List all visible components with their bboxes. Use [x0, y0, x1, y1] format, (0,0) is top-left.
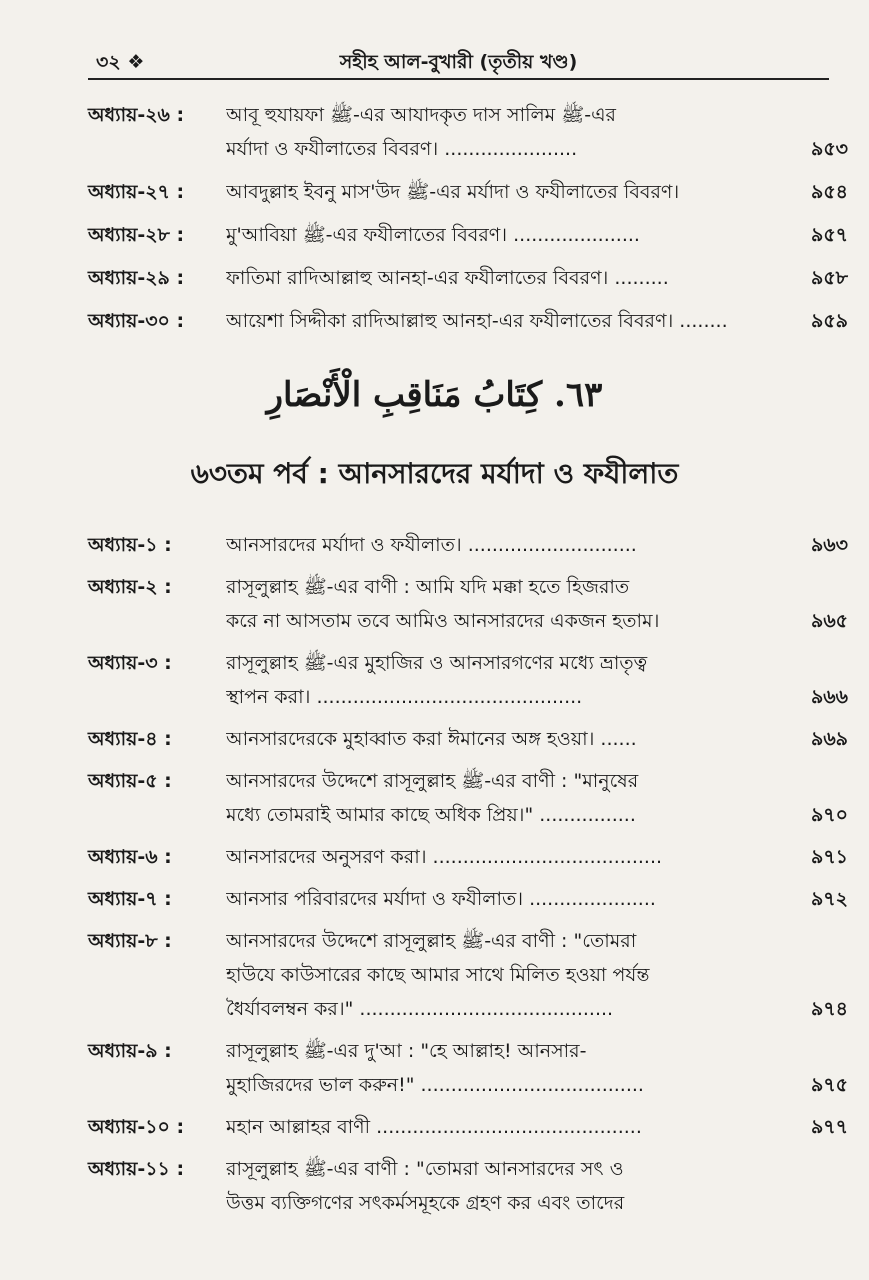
chapter-title [226, 722, 760, 756]
toc-entry [88, 528, 848, 562]
chapter-title [226, 570, 760, 638]
toc-entry [88, 1034, 848, 1102]
chapter-label: অধ্যায়-৮ : [88, 930, 172, 952]
chapter-title-line: করে না আসতাম তবে আমিও আনসারদের একজন হতাম। [226, 610, 660, 632]
toc-entry [88, 218, 848, 252]
chapter-title-line: রাসূলুল্লাহ ﷺ-এর বাণী : আমি যদি মক্কা হতে হিজরাত [226, 576, 630, 598]
page-ref: ৯৬৯ [810, 728, 848, 750]
chapter-label: অধ্যায়-৪ : [88, 728, 172, 750]
chapter-label: অধ্যায়-৬ : [88, 846, 172, 868]
chapter-label: অধ্যায়-৩০ : [88, 310, 185, 332]
page-ref: ৯৭২ [810, 888, 848, 910]
page-ref: ৯৫৩ [810, 138, 848, 160]
chapter-label: অধ্যায়-১১ : [88, 1158, 185, 1180]
page-ref: ৯৭০ [810, 804, 848, 826]
chapter-title-line: মুহাজিরদের ভাল করুন!" ..................................... [226, 1074, 644, 1096]
chapter-title [226, 261, 760, 295]
chapter-title [226, 1152, 760, 1220]
page-ref: ৯৫৭ [810, 224, 848, 246]
toc-entry [88, 175, 848, 209]
chapter-title-line: আনসারদের মর্যাদা ও ফযীলাত। ............................ [226, 534, 637, 556]
chapter-title-line: উত্তম ব্যক্তিগণের সৎকর্মসমূহকে গ্রহণ কর এবং তাদের [226, 1192, 625, 1214]
page-ref: ৯৬৬ [810, 686, 848, 708]
chapter-title [226, 218, 760, 252]
chapter-title-line: রাসূলুল্লাহ ﷺ-এর বাণী : "তোমরা আনসারদের সৎ ও [226, 1158, 624, 1180]
chapter-title-line: মহান আল্লাহর বাণী ............................................ [226, 1116, 642, 1138]
running-header [88, 48, 829, 80]
chapter-title-line: মু'আবিয়া ﷺ-এর ফযীলাতের বিবরণ। ..................... [226, 224, 640, 246]
toc-entry [88, 722, 848, 756]
chapter-title-line: আনসারদেরকে মুহাব্বাত করা ঈমানের অঙ্গ হওয়া। ...... [226, 728, 637, 750]
toc-section-top [88, 98, 848, 347]
chapter-title-line: আনসারদের অনুসরণ করা। ...................................... [226, 846, 663, 868]
chapter-title-line: স্থাপন করা। ............................................ [226, 686, 583, 708]
chapter-title-line: মধ্যে তোমরাই আমার কাছে অধিক প্রিয়।" ................ [226, 804, 636, 826]
book-title: সহীহ আল-বুখারী (তৃতীয় খণ্ড) [339, 51, 578, 73]
chapter-label: অধ্যায়-৯ : [88, 1040, 172, 1062]
page-number: ৩২ ❖ [96, 51, 145, 73]
chapter-title-line: আবূ হুযায়ফা ﷺ-এর আযাদকৃত দাস সালিম ﷺ-এর [226, 104, 616, 126]
chapter-label: অধ্যায়-২৮ : [88, 224, 185, 246]
toc-entry [88, 646, 848, 714]
chapter-title-line: আবদুল্লাহ ইবনু মাস'উদ ﷺ-এর মর্যাদা ও ফযীলাতের বিবরণ। [226, 181, 680, 203]
chapter-label: অধ্যায়-২ : [88, 576, 172, 598]
chapter-title-line: ধৈর্যাবলম্বন কর।" .......................................... [226, 998, 614, 1020]
chapter-title-line: মর্যাদা ও ফযীলাতের বিবরণ। ...................... [226, 138, 578, 160]
chapter-title [226, 1034, 760, 1102]
toc-entry [88, 840, 848, 874]
arabic-heading: ٦٣. كِتَابُ مَنَاقِبِ الْأَنْصَارِ [266, 375, 603, 415]
page-ref: ৯৭৫ [810, 1074, 848, 1096]
chapter-label: অধ্যায়-২৭ : [88, 181, 185, 203]
page-ref: ৯৭৪ [810, 998, 848, 1020]
chapter-label: অধ্যায়-৫ : [88, 770, 172, 792]
chapter-title-line: হাউযে কাউসারের কাছে আমার সাথে মিলিত হওয়া পর্যন্ত [226, 964, 650, 986]
chapter-title-line: আনসারদের উদ্দেশে রাসূলুল্লাহ ﷺ-এর বাণী : "মানুষের [226, 770, 639, 792]
chapter-title [226, 528, 760, 562]
toc-entry [88, 570, 848, 638]
toc-entry [88, 764, 848, 832]
chapter-label: অধ্যায়-১০ : [88, 1116, 185, 1138]
chapter-title [226, 882, 760, 916]
chapter-title-line: আয়েশা সিদ্দীকা রাদিআল্লাহু আনহা-এর ফযীলাতের বিবরণ। ........ [226, 310, 728, 332]
page-ref: ৯৬৫ [810, 610, 848, 632]
chapter-title [226, 840, 760, 874]
page-ref: ৯৭১ [810, 846, 848, 868]
toc-entry [88, 882, 848, 916]
chapter-title [226, 764, 760, 832]
page-ref: ৯৫৯ [811, 310, 848, 332]
chapter-label: অধ্যায়-৭ : [88, 888, 172, 910]
toc-section-bottom [88, 528, 848, 1228]
toc-entry [88, 924, 848, 1026]
toc-entry [88, 1152, 848, 1220]
chapter-title [226, 646, 760, 714]
toc-entry [88, 304, 848, 338]
chapter-title-line: আনসার পরিবারদের মর্যাদা ও ফযীলাত। ..................... [226, 888, 656, 910]
chapter-title [226, 1110, 760, 1144]
chapter-title [226, 175, 760, 209]
chapter-title-line: ফাতিমা রাদিআল্লাহু আনহা-এর ফযীলাতের বিবরণ। ......... [226, 267, 669, 289]
chapter-label: অধ্যায়-২৬ : [88, 104, 185, 126]
toc-entry [88, 98, 848, 166]
page-ref: ৯৭৭ [810, 1116, 848, 1138]
chapter-label: অধ্যায়-১ : [88, 534, 172, 556]
chapter-title-line: রাসূলুল্লাহ ﷺ-এর মুহাজির ও আনসারগণের মধ্যে ভ্রাতৃত্ব [226, 652, 648, 674]
chapter-title-line: রাসূলুল্লাহ ﷺ-এর দু'আ : "হে আল্লাহ! আনসার- [226, 1040, 587, 1062]
chapter-title [226, 304, 760, 338]
part-heading: ৬৩তম পর্ব : আনসারদের মর্যাদা ও ফযীলাত [190, 457, 679, 490]
chapter-title [226, 924, 760, 1026]
page-ref: ৯৫৮ [811, 267, 848, 289]
toc-entry [88, 261, 848, 295]
page-ref: ৯৫৪ [811, 181, 848, 203]
chapter-label: অধ্যায়-২৯ : [88, 267, 185, 289]
chapter-title [226, 98, 760, 166]
page-ref: ৯৬৩ [810, 534, 848, 556]
toc-entry [88, 1110, 848, 1144]
chapter-title-line: আনসারদের উদ্দেশে রাসূলুল্লাহ ﷺ-এর বাণী : "তোমরা [226, 930, 637, 952]
chapter-label: অধ্যায়-৩ : [88, 652, 172, 674]
